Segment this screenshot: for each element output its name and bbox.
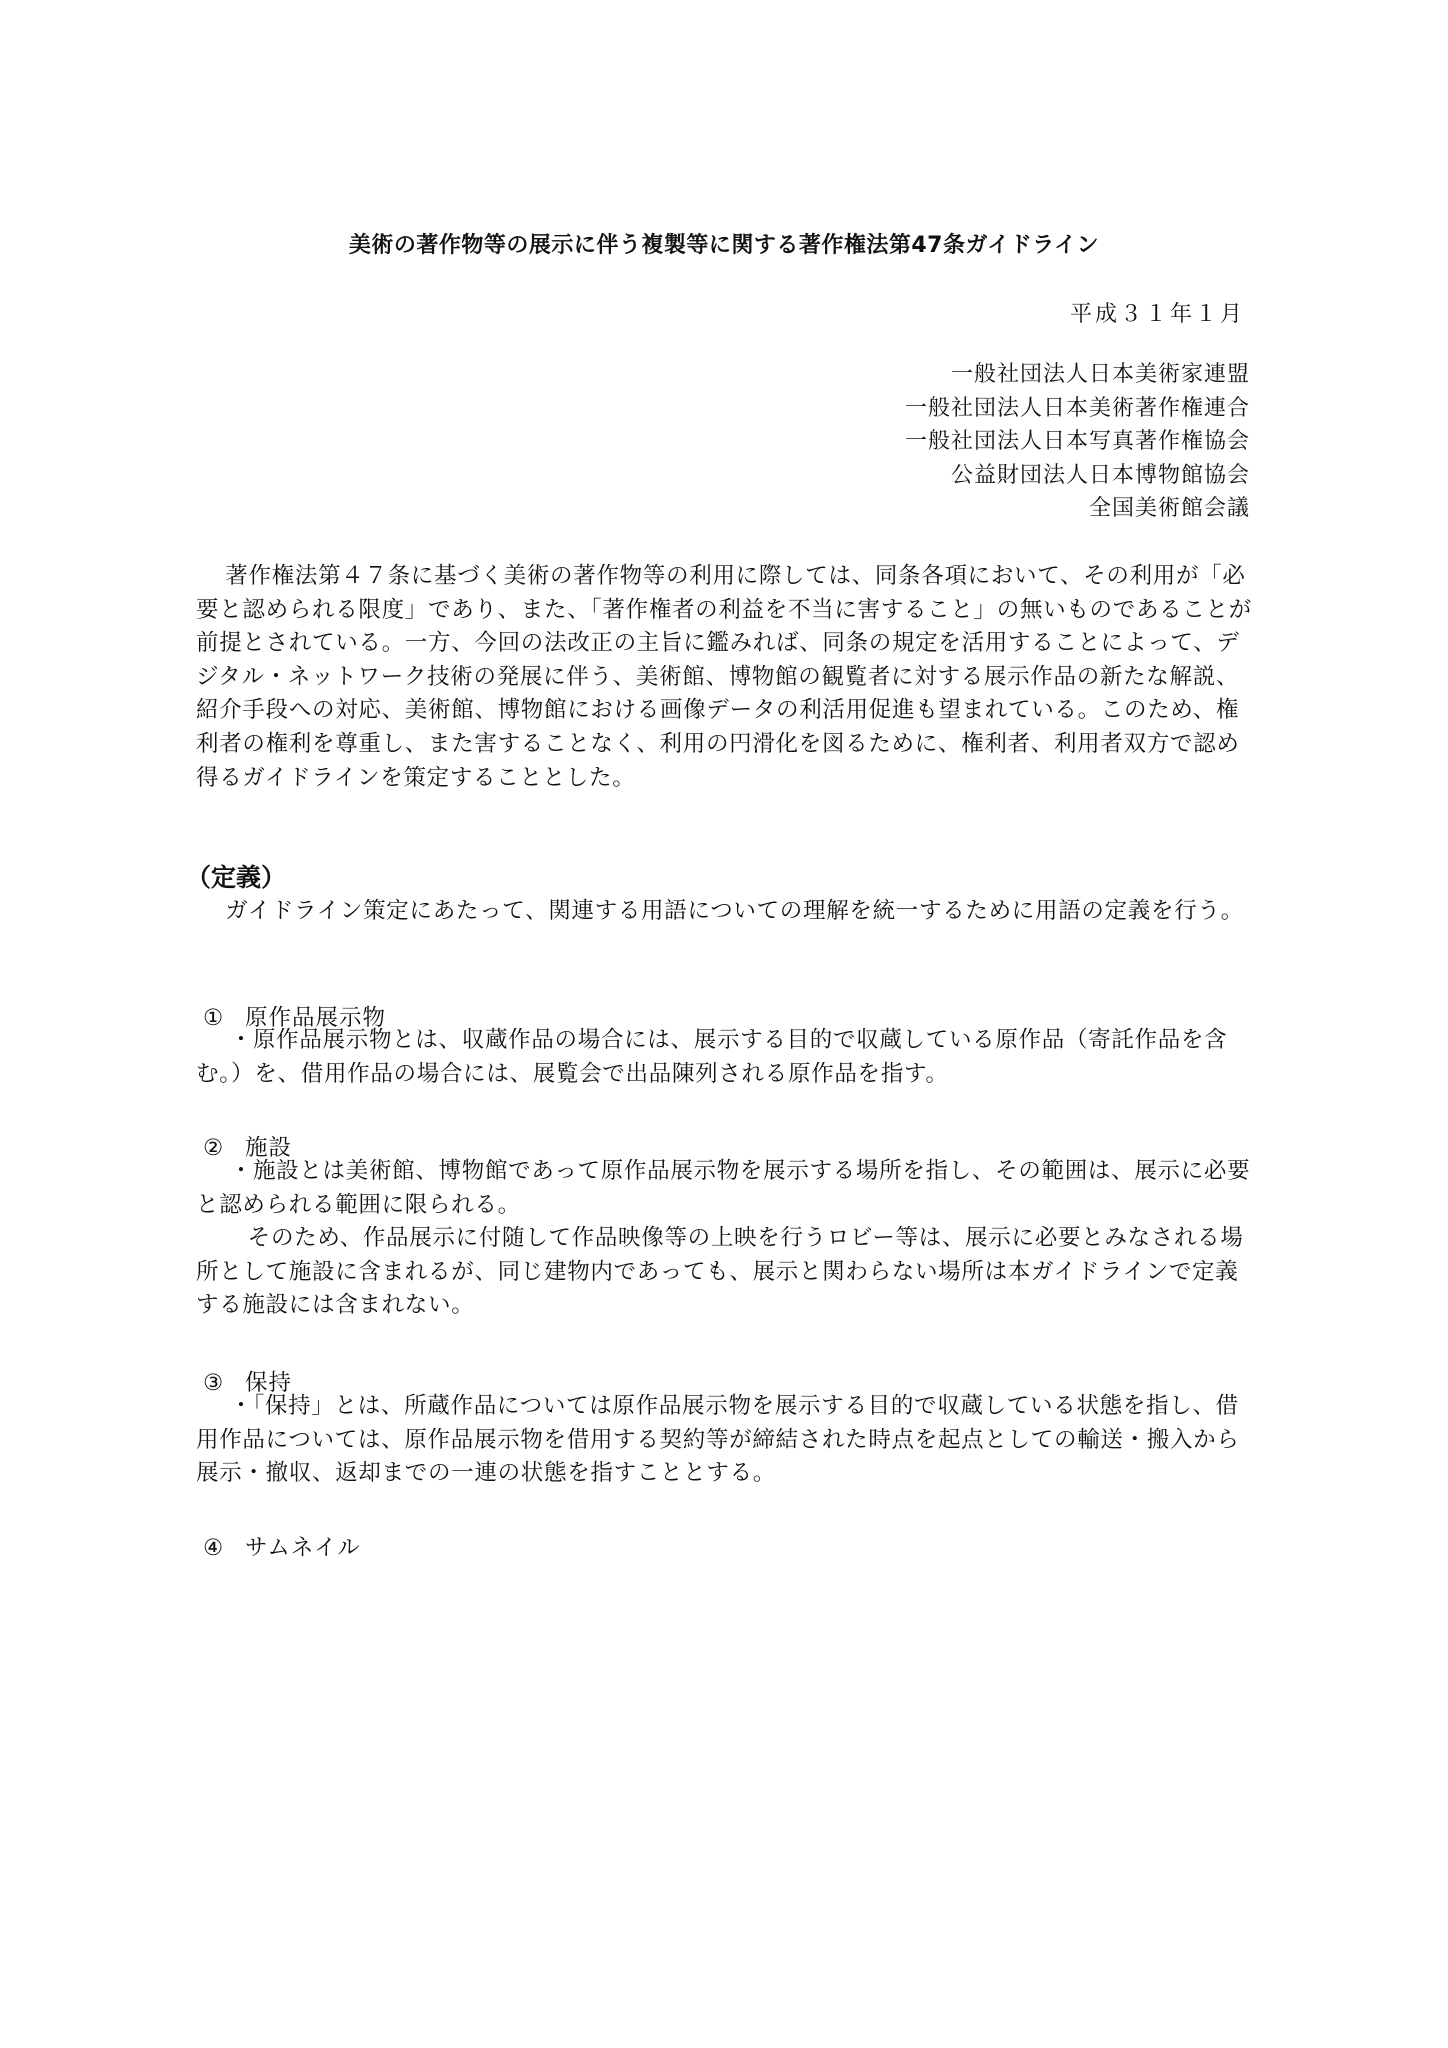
item-term: 原作品展示物 [245, 1005, 387, 1031]
definition-item-body [196, 1390, 1252, 1491]
item-number: ② [203, 1135, 225, 1161]
item-number: ① [203, 1005, 225, 1031]
document-date: 平成３１年１月 [1069, 302, 1245, 327]
item-number: ③ [203, 1370, 225, 1396]
intro-paragraph: 著作権法第４７条に基づく美術の著作物等の利用に際しては、同条各項において、その利用が「必要と認められる限度」であり、また、「著作権者の利益を不当に害すること」の無いものであることが前提とされている。一方、今回の法改正の主旨に鑑みれば、同条の規定を活用することによって、デジタル・ネットワーク技術の発展に伴う、美術館、博物館の観覧者に対する展示作品の新たな解説、紹介手段への対応、美術館、博物館における画像データの利活用促進も望まれている。このため、権利者の権利を尊重し、また害することなく、利用の円滑化を図るために、権利者、利用者双方で認め得るガイドラインを策定することとした。 [196, 563, 1252, 791]
document-title: 美術の著作物等の展示に伴う複製等に関する著作権法第47条ガイドライン [348, 233, 1100, 258]
definition-item-body [196, 1155, 1252, 1323]
organization-name: 公益財団法人日本博物館協会 [950, 462, 1250, 488]
definition-paragraph: ・原作品展示物とは、収蔵作品の場合には、展示する目的で収蔵している原作品（寄託作品を含む。）を、借用作品の場合には、展覧会で出品陳列される原作品を指す。 [196, 1027, 1228, 1087]
definitions-heading: （定義） [186, 863, 287, 892]
definition-paragraph: そのため、作品展示に付随して作品映像等の上映を行うロビー等は、展示に必要とみなされる場所として施設に含まれるが、同じ建物内であっても、展示と関わらない場所は本ガイドラインで定義する施設には含まれない。 [196, 1225, 1244, 1319]
organization-name: 一般社団法人日本美術家連盟 [950, 362, 1250, 387]
organization-name: 全国美術館会議 [1088, 496, 1250, 521]
definition-item-body [196, 1024, 1252, 1091]
item-number: ④ [203, 1535, 225, 1561]
definition-paragraph: ・施設とは美術館、博物館であって原作品展示物を展示する場所を指し、その範囲は、展示に必要と認められる範囲に限られる。 [196, 1158, 1251, 1218]
organization-list [905, 358, 1250, 526]
item-term: 施設 [245, 1135, 293, 1161]
definition-item-title [203, 1530, 361, 1562]
intro-section [196, 560, 1252, 795]
definitions-description: ガイドライン策定にあたって、関連する用語についての理解を統一するために用語の定義を行う。 [225, 898, 1244, 924]
organization-name: 一般社団法人日本美術著作権連合 [904, 395, 1250, 421]
definition-paragraph: ・「保持」とは、所蔵作品については原作品展示物を展示する目的で収蔵している状態を指し、借用作品については、原作品展示物を借用する契約等が締結された時点を起点としての輸送・搬入から展示・撤収、返却までの一連の状態を指すこととする。 [196, 1393, 1240, 1487]
item-term: 保持 [245, 1370, 293, 1396]
item-term: サムネイル [245, 1535, 361, 1561]
organization-name: 一般社団法人日本写真著作権協会 [904, 429, 1250, 454]
